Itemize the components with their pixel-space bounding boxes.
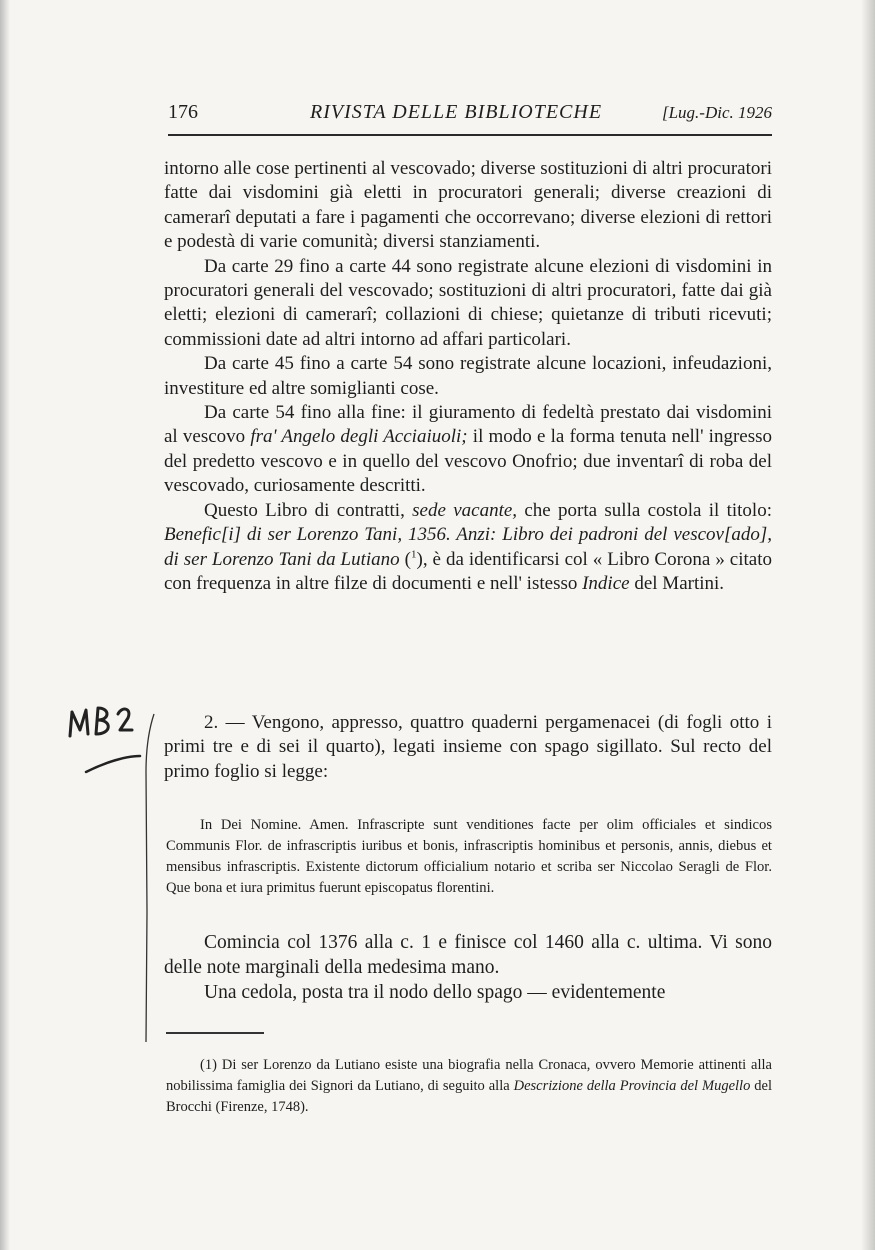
- footnote-reference: 1: [411, 548, 417, 561]
- paragraph-5: [164, 499, 772, 597]
- latin-quote: In Dei Nomine. Amen. Infrascripte sunt venditiones facte per olim officiales et sindicos Communis Flor. de infrascriptis iuribus et bonis, infrascriptis hominibus et personis, annis, diebus et mensibus infrascriptis. Existente dictorum officialium notario et scriba ser Niccolao Seragli de Flor. Que bona et iura primitus fuerunt episcopatus florentini.: [166, 817, 772, 896]
- footnote: [166, 1055, 772, 1118]
- paragraph-5-text: (: [399, 548, 411, 570]
- paragraph-6: 2. — Vengono, appresso, quattro quaderni pergamenacei (di fogli otto i primi tre e di sei il quarto), legati insieme con spago sigillato. Sul recto del primo foglio si legge:: [164, 712, 772, 782]
- paragraph-4: [164, 401, 772, 499]
- running-header: [168, 101, 772, 127]
- body-text-lower: [164, 930, 772, 1005]
- running-date: [Lug.-Dic. 1926: [661, 103, 772, 122]
- paragraph-1: intorno alle cose pertinenti al vescovado; diverse sostituzioni di altri procuratori fatte dai visdomini già eletti in procuratori generali; diverse creazioni di camerarî deputati a fare i pagamenti che occorrevano; diverse elezioni di rettori e podestà di varie comunità; diversi stanziamenti.: [164, 158, 772, 253]
- paragraph-5-text: che porta sulla costola il titolo:: [517, 499, 772, 521]
- header-rule: [168, 134, 772, 136]
- binding-shadow: [0, 0, 10, 1250]
- body-text-section-2: [164, 711, 772, 784]
- footnote-text-end: del Brocchi (Firenze, 1748).: [166, 1078, 772, 1115]
- paragraph-5-italic: Indice: [582, 572, 630, 594]
- footnote-text: Di ser Lorenzo da Lutiano esiste una biografia nella Cronaca, ovvero Memorie attinenti alla nobilissima famiglia dei Signori da Lutiano, di seguito alla: [166, 1057, 772, 1094]
- paragraph-7: Comincia col 1376 alla c. 1 e finisce col 1460 alla c. ultima. Vi sono delle note marginali della medesima mano.: [164, 932, 772, 978]
- page-edge-shadow: [861, 0, 875, 1250]
- footnote-marker: (1): [200, 1057, 217, 1073]
- page-number: 176: [168, 101, 198, 123]
- paragraph-2: Da carte 29 fino a carte 44 sono registrate alcune elezioni di visdomini in procuratori generali del vescovado; sostituzioni di altri procuratori, fatte dai già eletti; elezioni di camerarî; collazioni di chiese; quietanze di tributi ricevuti; commissioni date ad altri intorno ad affari particolari.: [164, 255, 772, 350]
- body-text-upper: [164, 157, 772, 596]
- footnote-italic: Descrizione della Provincia del Mugello: [513, 1078, 751, 1094]
- paragraph-5-text: Questo Libro di contratti,: [204, 499, 413, 521]
- footnote-rule: [166, 1032, 264, 1034]
- paragraph-5-text-end: del Martini.: [629, 572, 725, 594]
- paragraph-3: Da carte 45 fino a carte 54 sono registrate alcune locazioni, infeudazioni, investiture ed altre somiglianti cose.: [164, 353, 772, 399]
- paragraph-5-text: ), è da identificarsi col « Libro Corona » citato con frequenza in altre filze di documenti e nell' istesso: [164, 548, 773, 594]
- paragraph-8: Una cedola, posta tra il nodo dello spago — evidentemente: [204, 982, 666, 1003]
- margin-pencil-line: [138, 712, 158, 1052]
- paragraph-5-italic: sede vacante,: [412, 499, 518, 521]
- paragraph-4-text: Da carte 54 fino alla fine: il giuramento di fedeltà prestato dai visdomini al vescovo: [164, 402, 772, 448]
- paragraph-4-text-end: il modo e la forma tenuta nell' ingresso del predetto vescovo e in quello del vescovo Onofrio; due inventarî di roba del vescovado, curiosamente descritti.: [164, 426, 773, 497]
- paragraph-5-italic-title: Benefic[i] di ser Lorenzo Tani, 1356. Anzi: Libro dei padroni del vescov[ado], di ser Lorenzo Tani da Lutiano: [164, 524, 772, 570]
- running-title: RIVISTA DELLE BIBLIOTECHE: [310, 101, 603, 123]
- paragraph-4-italic: fra' Angelo degli Acciaiuoli;: [250, 426, 468, 448]
